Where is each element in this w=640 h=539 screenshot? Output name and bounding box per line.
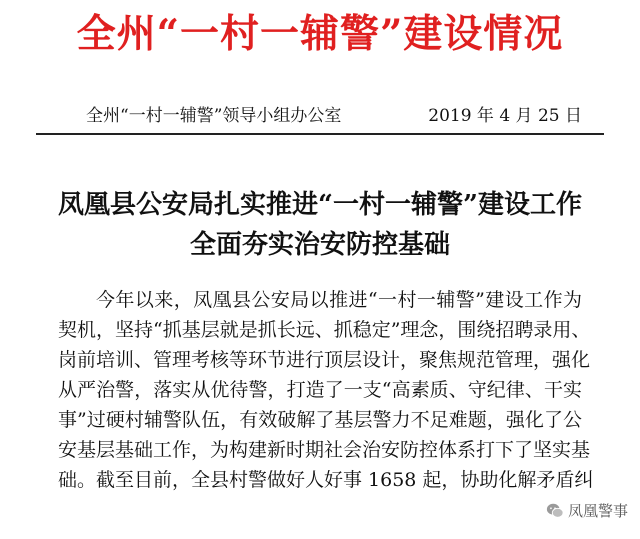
wechat-icon bbox=[546, 502, 564, 520]
article-title-line-2: 全面夯实治安防控基础 bbox=[189, 230, 450, 260]
article-title-line-1: 凤凰县公安局扎实推进“一村一辅警”建设工作 bbox=[58, 190, 582, 220]
body-line-1: 今年以来，凤凰县公安局以推进“一村一辅警”建设工作为 bbox=[96, 289, 582, 311]
body-line-3: 岗前培训、管理考核等环节进行顶层设计，聚焦规范管理，强化 bbox=[58, 349, 591, 371]
body-line-4: 从严治警，落实从优待警，打造了一支“高素质、守纪律、干实 bbox=[58, 379, 582, 401]
body-line-7: 础。截至目前，全县村警做好人好事 1658 起，协助化解矛盾纠 bbox=[58, 469, 594, 491]
header-date: 2019 年 4 月 25 日 bbox=[428, 106, 582, 126]
bulletin-title: 全州“一村一辅警”建设情况 bbox=[76, 11, 564, 57]
header-divider bbox=[36, 133, 604, 135]
body-line-6: 安基层基础工作，为构建新时期社会治安防控体系打下了坚实基 bbox=[58, 439, 591, 461]
watermark-text: 凤凰警事 bbox=[567, 502, 628, 520]
header-row bbox=[0, 104, 640, 128]
header-office: 全州“一村一辅警”领导小组办公室 bbox=[86, 106, 342, 126]
article-title bbox=[0, 185, 640, 265]
article-body bbox=[58, 285, 594, 495]
body-line-2: 契机，坚持“抓基层就是抓长远、抓稳定”理念，围绕招聘录用、 bbox=[58, 319, 591, 341]
body-line-5: 事”过硬村辅警队伍，有效破解了基层警力不足难题，强化了公 bbox=[58, 409, 582, 431]
watermark bbox=[542, 498, 632, 523]
